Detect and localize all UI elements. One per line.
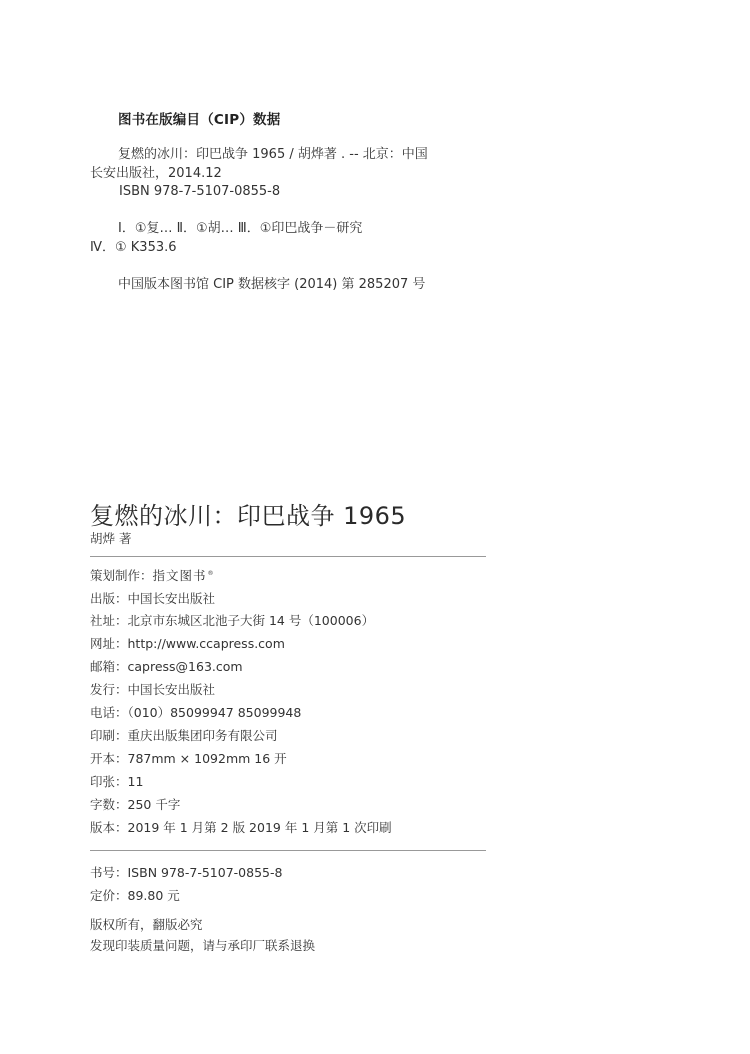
word-count-row: 字数：250 千字 (90, 797, 181, 812)
printer-row: 印刷：重庆出版集团印务有限公司 (90, 728, 278, 743)
publisher-logo (153, 568, 215, 583)
publisher-logo-text: 指文图书 (152, 568, 207, 583)
divider-bottom (90, 850, 486, 851)
address-row: 社址：北京市东城区北池子大街 14 号（100006） (90, 613, 375, 628)
distributor-row: 发行：中国长安出版社 (90, 682, 216, 697)
registered-mark: ® (207, 570, 215, 577)
format-row: 开本：787mm × 1092mm 16 开 (90, 751, 287, 766)
isbn-row: 书号：ISBN 978-7-5107-0855-8 (90, 865, 283, 880)
cip-line-2: 长安出版社，2014.12 (90, 166, 222, 181)
price-row: 定价：89.80 元 (90, 888, 180, 903)
publisher-row: 出版：中国长安出版社 (90, 591, 216, 606)
book-title: 复燃的冰川：印巴战争 1965 (90, 502, 407, 530)
website-row: 网址：http://www.ccapress.com (90, 636, 285, 651)
returns-notice: 发现印装质量问题，请与承印厂联系退换 (90, 938, 316, 953)
cip-classification: Ⅰ．①复… Ⅱ．①胡… Ⅲ．①印巴战争－研究 (118, 221, 363, 236)
cip-isbn: ISBN 978-7-5107-0855-8 (119, 184, 281, 199)
book-author: 胡烨 著 (90, 531, 132, 546)
cip-record-number: 中国版本图书馆 CIP 数据核字 (2014) 第 285207 号 (118, 277, 426, 292)
email-row: 邮箱：capress@163.com (90, 659, 243, 674)
phone-row: 电话：（010）85099947 85099948 (90, 705, 302, 720)
sheets-row: 印张：11 (90, 774, 144, 789)
cip-classification-2: Ⅳ．① K353.6 (90, 240, 177, 255)
edition-row: 版本：2019 年 1 月第 2 版 2019 年 1 月第 1 次印刷 (90, 820, 392, 835)
cip-line-1: 复燃的冰川：印巴战争 1965 / 胡烨著 . -- 北京：中国 (118, 147, 428, 162)
cip-heading: 图书在版编目（CIP）数据 (118, 112, 281, 128)
divider-top (90, 556, 486, 557)
planning-row (90, 567, 215, 585)
copyright-notice: 版权所有，翻版必究 (90, 917, 203, 932)
planning-label: 策划制作： (90, 568, 153, 583)
